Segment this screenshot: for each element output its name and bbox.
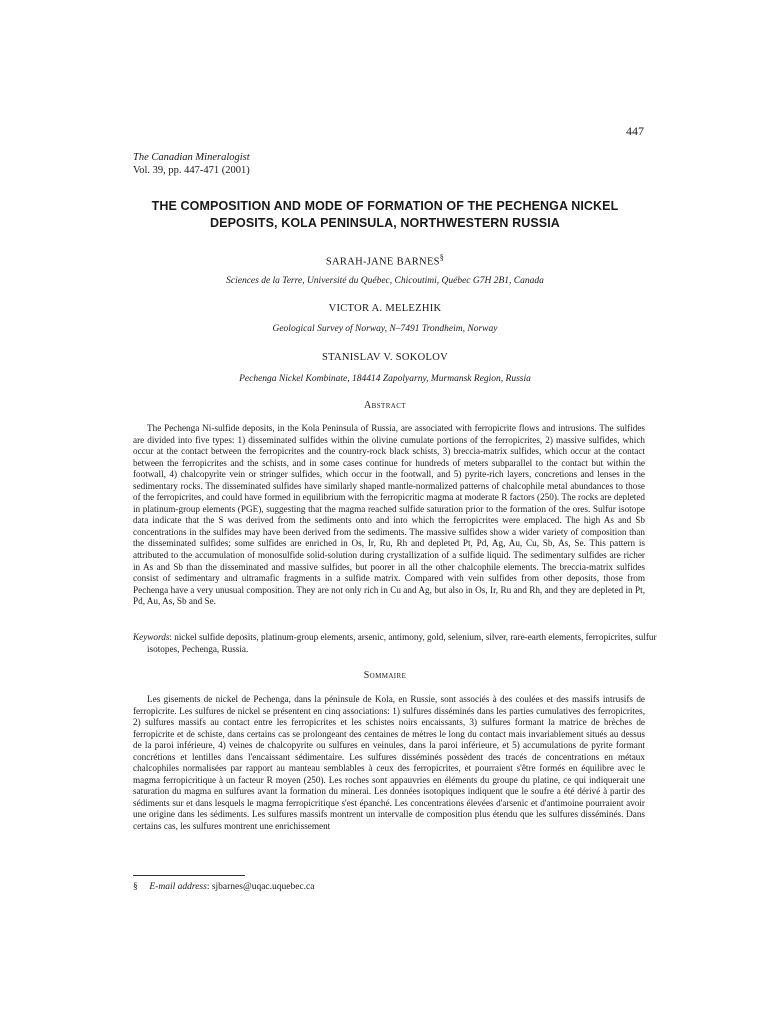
- author-name: STANISLAV V. SOKOLOV: [321, 352, 449, 363]
- journal-name: The Canadian Mineralogist: [133, 152, 250, 163]
- keywords-label: Keywords: [133, 632, 170, 642]
- author-2: [0, 303, 770, 314]
- page-number: 447: [626, 124, 644, 138]
- footnote-mark: §: [133, 882, 138, 892]
- author-footnote-mark: §: [439, 253, 445, 262]
- title-line-2: DEPOSITS, KOLA PENINSULA, NORTHWESTERN RUSSIA: [210, 216, 560, 230]
- keywords: [133, 632, 659, 655]
- footnote-email: : sjbarnes@uqac.uquebec.ca: [206, 882, 315, 892]
- sommaire-heading: Sommaire: [363, 670, 407, 681]
- author-name: VICTOR A. MELEZHIK: [328, 303, 442, 314]
- sommaire-text: Les gisements de nickel de Pechenga, dans la péninsule de Kola, en Russie, sont associés à des coulées et des massifs intrusifs de ferropicrite. Les sulfures de nickel se présentent en cinq associations: 1) sulfures disséminés dans les parties cumulatives des ferropicrites, 2) sulfures massifs au contact entre les ferropicrites et les schistes noirs encaissants, 3) sulfures formant la matrice de brèches de ferropicrite et de schiste, dans certains cas se prolongeant des centaines de mètres le long du contact mais invariablement situés au dessus de la paroi inférieure, 4) veines de chalcopyrite ou sulfures en veinules, dans la paroi inférieure, et 5) accumulations de pyrite formant concrétions et lentilles dans l'encaissant sédimentaire. Les sulfures disséminés possèdent des tracés de concentrations en métaux chalcophiles normalisées par rapport au manteau semblables à ceux des ferropicrites, et pourraient s'être formés en équilibre avec le magma ferropicritique à un facteur R moyen (250). Les roches sont appauvries en éléments du groupe du platine, ce qui indiquerait une saturation du magma en sulfures avant la formation du minerai. Les données isotopiques indiquent que le soufre a été dérivé à partir des sédiments sur et dans lesquels le magma ferropicritique s'est épanché. Les concentrations élevées d'arsenic et d'antimoine pourraient avoir une origine dans les sédiments. Les sulfures massifs montrent un intervalle de composition plus étendu que les sulfures disséminés. Dans certains cas, les sulfures montrent une enrichissement: [133, 694, 645, 832]
- author-name: SARAH-JANE BARNES: [325, 256, 440, 268]
- abstract-heading: Abstract: [364, 400, 406, 411]
- author-3: [0, 352, 770, 363]
- article-title: [110, 198, 660, 232]
- journal-citation: [133, 151, 250, 177]
- title-line-1: THE COMPOSITION AND MODE OF FORMATION OF THE PECHENGA NICKEL: [151, 199, 619, 213]
- author-1-affiliation: Sciences de la Terre, Université du Québec, Chicoutimi, Québec G7H 2B1, Canada: [226, 276, 544, 286]
- abstract-text: The Pechenga Ni-sulfide deposits, in the Kola Peninsula of Russia, are associated with ferropicrite flows and intrusions. The sulfides are divided into five types: 1) disseminated sulfides within the olivine cumulate portions of the ferropicrites, 2) massive sulfides, which occur at the contact between the ferropicrites and the country-rock black schists, 3) breccia-matrix sulfides, which occur at the contact between the ferropicrites and the schists, and in some cases continue for hundreds of meters subparallel to the contact but within the footwall, 4) chalcopyrite vein or stringer sulfides, which occur in the footwall, and 5) pyrite-rich layers, concretions and lenses in the sedimentary rocks. The disseminated sulfides have similarly shaped mantle-normalized patterns of chalcophile metal abundances to those of the ferropicrites, and could have formed in equilibrium with the ferropicritic magma at moderate R factors (250). The rocks are depleted in platinum-group elements (PGE), suggesting that the magma reached sulfide saturation prior to the formation of the ores. Sulfur isotope data indicate that the S was derived from the sediments onto and into which the ferropicrites were emplaced. The high As and Sb concentrations in the sulfides may have been derived from the sediments. The massive sulfides show a wider variety of composition than the disseminated sulfides; some sulfides are enriched in Os, Ir, Ru, Rh and depleted Pt, Pd, Ag, Au, Cu, Sb, As, Se. This pattern is attributed to the accumulation of monosulfide solid-solution during crystallization of a sulfide liquid. The sedimentary sulfides are richer in As and Sb than the disseminated and massive sulfides, but poorer in all the other chalcophile elements. The breccia-matrix sulfides consist of sedimentary and ultramafic fragments in a sulfide matrix. Compared with vein sulfides from other deposits, those from Pechenga have a very unusual composition. They are not only rich in Cu and Ag, but also in Os, Ir, Ru and Rh, and they are depleted in Pt, Pd, Au, As, Sb and Se.: [133, 423, 645, 607]
- journal-volume: Vol. 39, pp. 447-471 (2001): [133, 165, 250, 176]
- keywords-text: : nickel sulfide deposits, platinum-group elements, arsenic, antimony, gold, selenium, silver, rare-earth elements, ferropicrites, sulfur isotopes, Pechenga, Russia.: [147, 632, 657, 654]
- author-2-affiliation: Geological Survey of Norway, N–7491 Trondheim, Norway: [272, 324, 498, 334]
- author-1: [0, 253, 770, 268]
- footnote-label: E-mail address: [149, 882, 207, 892]
- author-3-affiliation: Pechenga Nickel Kombinate, 184414 Zapolyarny, Murmansk Region, Russia: [239, 374, 531, 384]
- footnote-divider: [133, 875, 245, 876]
- footnote: [133, 882, 314, 892]
